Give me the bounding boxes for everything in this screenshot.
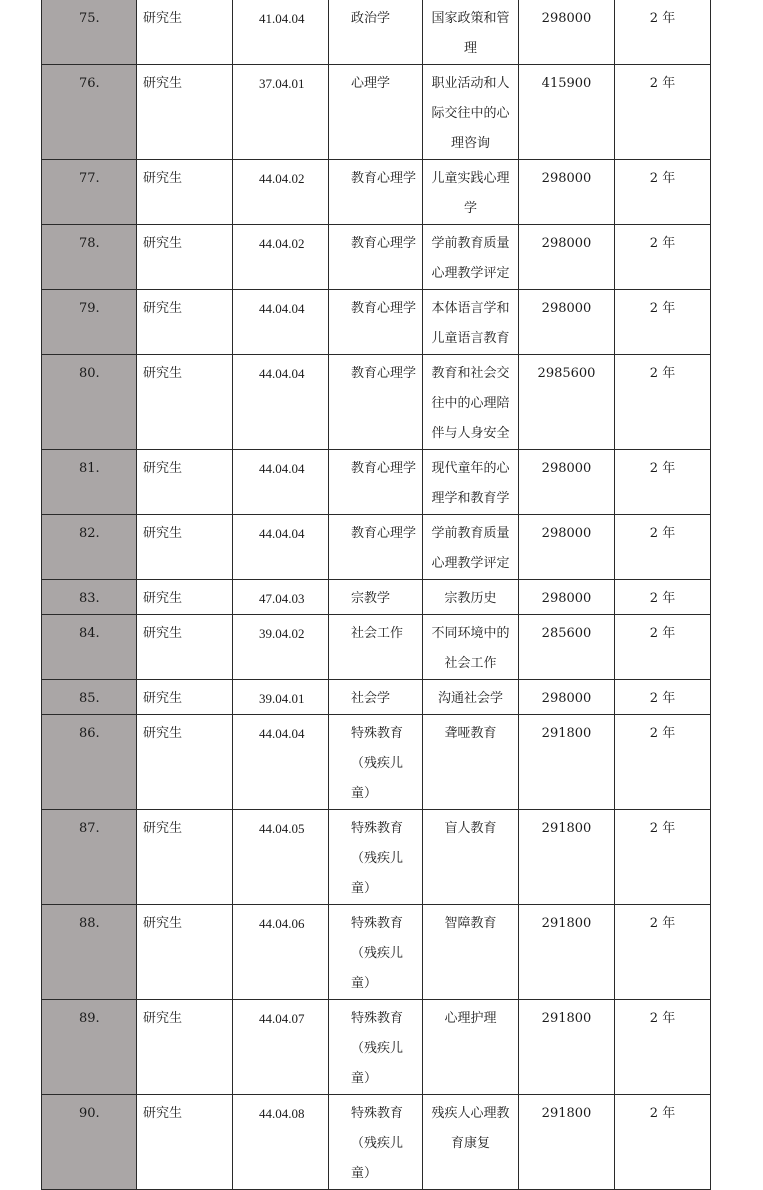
duration-text: 2 年: [649, 591, 676, 606]
code-text: 44.04.08: [259, 1106, 305, 1121]
row-number-cell: [42, 905, 137, 1000]
row-number-cell: [42, 810, 137, 905]
code-cell: [233, 450, 329, 515]
fee-cell: [519, 290, 615, 355]
duration-cell: [615, 0, 711, 65]
level-text: 研究生: [143, 171, 183, 186]
fee-cell: [519, 65, 615, 160]
code-cell: [233, 905, 329, 1000]
code-text: 44.04.02: [259, 171, 305, 186]
fee-text: 291800: [541, 1106, 592, 1121]
program-text: 本体语言学和儿童语言教育: [431, 301, 510, 346]
row-number-cell: [42, 290, 137, 355]
program-text: 国家政策和管理: [431, 11, 510, 56]
major-text: 社会学: [351, 691, 391, 706]
code-cell: [233, 715, 329, 810]
code-text: 44.04.04: [259, 461, 305, 476]
duration-text: 2 年: [649, 301, 676, 316]
level-text: 研究生: [143, 821, 183, 836]
level-text: 研究生: [143, 626, 183, 641]
program-table: [41, 0, 711, 1190]
duration-text: 2 年: [649, 726, 676, 741]
program-text: 残疾人心理教育康复: [431, 1106, 510, 1151]
duration-text: 2 年: [649, 1106, 676, 1121]
duration-cell: [615, 715, 711, 810]
major-cell: [329, 715, 423, 810]
program-cell: [423, 65, 519, 160]
fee-cell: [519, 515, 615, 580]
row-number-cell: [42, 355, 137, 450]
table-row: [42, 65, 711, 160]
major-cell: [329, 1000, 423, 1095]
row-number: 83.: [79, 591, 100, 606]
code-cell: [233, 515, 329, 580]
fee-cell: [519, 1000, 615, 1095]
level-cell: [137, 225, 233, 290]
fee-cell: [519, 715, 615, 810]
major-text: 教育心理学: [351, 236, 417, 251]
duration-cell: [615, 290, 711, 355]
program-text: 沟通社会学: [437, 691, 503, 706]
fee-cell: [519, 905, 615, 1000]
level-text: 研究生: [143, 1106, 183, 1121]
major-text: 心理学: [351, 76, 391, 91]
duration-cell: [615, 160, 711, 225]
program-cell: [423, 290, 519, 355]
major-cell: [329, 0, 423, 65]
program-cell: [423, 1000, 519, 1095]
code-text: 44.04.04: [259, 526, 305, 541]
fee-cell: [519, 580, 615, 615]
program-text: 学前教育质量心理教学评定: [431, 526, 510, 571]
level-cell: [137, 160, 233, 225]
program-cell: [423, 515, 519, 580]
table-row: [42, 715, 711, 810]
code-cell: [233, 160, 329, 225]
level-cell: [137, 680, 233, 715]
fee-text: 291800: [541, 821, 592, 836]
program-cell: [423, 615, 519, 680]
fee-cell: [519, 0, 615, 65]
fee-cell: [519, 355, 615, 450]
program-cell: [423, 160, 519, 225]
row-number: 89.: [79, 1011, 100, 1026]
code-text: 37.04.01: [259, 76, 305, 91]
table-row: [42, 0, 711, 65]
duration-text: 2 年: [649, 626, 676, 641]
code-text: 44.04.04: [259, 366, 305, 381]
code-cell: [233, 615, 329, 680]
fee-text: 415900: [541, 76, 592, 91]
major-cell: [329, 810, 423, 905]
table-row: [42, 810, 711, 905]
duration-cell: [615, 450, 711, 515]
major-cell: [329, 290, 423, 355]
fee-text: 291800: [541, 916, 592, 931]
fee-text: 291800: [541, 1011, 592, 1026]
code-cell: [233, 290, 329, 355]
row-number-cell: [42, 515, 137, 580]
major-cell: [329, 1095, 423, 1190]
code-cell: [233, 580, 329, 615]
row-number-cell: [42, 680, 137, 715]
fee-text: 298000: [541, 11, 592, 26]
program-cell: [423, 0, 519, 65]
major-text: 教育心理学: [351, 301, 417, 316]
code-cell: [233, 1000, 329, 1095]
row-number-cell: [42, 615, 137, 680]
row-number-cell: [42, 450, 137, 515]
table-row: [42, 160, 711, 225]
code-text: 39.04.02: [259, 626, 305, 641]
duration-text: 2 年: [649, 366, 676, 381]
level-cell: [137, 355, 233, 450]
level-text: 研究生: [143, 366, 183, 381]
row-number-cell: [42, 1095, 137, 1190]
fee-text: 298000: [541, 461, 592, 476]
duration-text: 2 年: [649, 1011, 676, 1026]
duration-cell: [615, 680, 711, 715]
duration-text: 2 年: [649, 236, 676, 251]
duration-text: 2 年: [649, 76, 676, 91]
level-cell: [137, 65, 233, 160]
row-number: 88.: [79, 916, 100, 931]
program-text: 职业活动和人际交往中的心理咨询: [431, 76, 510, 151]
row-number-cell: [42, 0, 137, 65]
table-row: [42, 615, 711, 680]
level-text: 研究生: [143, 726, 183, 741]
row-number: 90.: [79, 1106, 100, 1121]
level-cell: [137, 1095, 233, 1190]
table-row: [42, 515, 711, 580]
fee-cell: [519, 680, 615, 715]
level-text: 研究生: [143, 11, 183, 26]
code-cell: [233, 810, 329, 905]
code-cell: [233, 225, 329, 290]
duration-text: 2 年: [649, 11, 676, 26]
code-cell: [233, 0, 329, 65]
program-cell: [423, 810, 519, 905]
row-number: 80.: [79, 366, 100, 381]
table-row: [42, 680, 711, 715]
table-row: [42, 450, 711, 515]
duration-cell: [615, 580, 711, 615]
major-text: 教育心理学: [351, 461, 417, 476]
major-cell: [329, 580, 423, 615]
major-cell: [329, 515, 423, 580]
program-cell: [423, 715, 519, 810]
code-text: 44.04.04: [259, 301, 305, 316]
major-text: 特殊教育（残疾儿童）: [351, 1106, 404, 1181]
program-cell: [423, 680, 519, 715]
level-cell: [137, 290, 233, 355]
level-text: 研究生: [143, 691, 183, 706]
level-text: 研究生: [143, 526, 183, 541]
row-number: 82.: [79, 526, 100, 541]
table-row: [42, 355, 711, 450]
fee-text: 298000: [541, 526, 592, 541]
duration-cell: [615, 355, 711, 450]
code-text: 47.04.03: [259, 591, 305, 606]
row-number: 79.: [79, 301, 100, 316]
level-cell: [137, 615, 233, 680]
program-text: 智障教育: [444, 916, 497, 931]
row-number-cell: [42, 1000, 137, 1095]
duration-cell: [615, 1095, 711, 1190]
program-table-body: [42, 0, 711, 1190]
program-cell: [423, 1095, 519, 1190]
level-cell: [137, 450, 233, 515]
major-text: 特殊教育（残疾儿童）: [351, 1011, 404, 1086]
fee-cell: [519, 615, 615, 680]
level-cell: [137, 905, 233, 1000]
row-number: 75.: [79, 11, 100, 26]
code-cell: [233, 65, 329, 160]
program-text: 心理护理: [444, 1011, 497, 1026]
program-text: 现代童年的心理学和教育学: [431, 461, 510, 506]
major-text: 教育心理学: [351, 171, 417, 186]
level-text: 研究生: [143, 591, 183, 606]
fee-cell: [519, 450, 615, 515]
major-cell: [329, 615, 423, 680]
major-text: 社会工作: [351, 626, 404, 641]
program-cell: [423, 225, 519, 290]
duration-cell: [615, 905, 711, 1000]
major-text: 特殊教育（残疾儿童）: [351, 821, 404, 896]
row-number: 87.: [79, 821, 100, 836]
fee-cell: [519, 1095, 615, 1190]
code-text: 41.04.04: [259, 11, 305, 26]
level-cell: [137, 515, 233, 580]
row-number-cell: [42, 65, 137, 160]
table-row: [42, 1095, 711, 1190]
code-cell: [233, 680, 329, 715]
program-cell: [423, 355, 519, 450]
level-cell: [137, 0, 233, 65]
program-text: 宗教历史: [444, 591, 497, 606]
level-text: 研究生: [143, 76, 183, 91]
row-number: 78.: [79, 236, 100, 251]
major-text: 教育心理学: [351, 526, 417, 541]
fee-text: 2985600: [537, 366, 596, 381]
duration-cell: [615, 810, 711, 905]
major-cell: [329, 680, 423, 715]
duration-cell: [615, 65, 711, 160]
code-text: 44.04.04: [259, 726, 305, 741]
program-text: 盲人教育: [444, 821, 497, 836]
level-cell: [137, 715, 233, 810]
program-text: 教育和社会交往中的心理陪伴与人身安全: [431, 366, 510, 441]
level-text: 研究生: [143, 301, 183, 316]
fee-text: 298000: [541, 591, 592, 606]
duration-cell: [615, 515, 711, 580]
fee-cell: [519, 810, 615, 905]
level-text: 研究生: [143, 461, 183, 476]
duration-text: 2 年: [649, 526, 676, 541]
table-row: [42, 290, 711, 355]
duration-text: 2 年: [649, 916, 676, 931]
row-number-cell: [42, 225, 137, 290]
row-number: 84.: [79, 626, 100, 641]
program-cell: [423, 450, 519, 515]
major-text: 教育心理学: [351, 366, 417, 381]
level-text: 研究生: [143, 916, 183, 931]
fee-text: 298000: [541, 691, 592, 706]
program-text: 学前教育质量心理教学评定: [431, 236, 510, 281]
row-number-cell: [42, 160, 137, 225]
major-text: 特殊教育（残疾儿童）: [351, 916, 404, 991]
duration-cell: [615, 1000, 711, 1095]
major-text: 政治学: [351, 11, 391, 26]
duration-cell: [615, 615, 711, 680]
fee-cell: [519, 160, 615, 225]
fee-text: 285600: [541, 626, 592, 641]
major-text: 宗教学: [351, 591, 391, 606]
code-text: 44.04.06: [259, 916, 305, 931]
row-number: 85.: [79, 691, 100, 706]
level-cell: [137, 580, 233, 615]
code-text: 39.04.01: [259, 691, 305, 706]
code-text: 44.04.07: [259, 1011, 305, 1026]
code-text: 44.04.05: [259, 821, 305, 836]
row-number: 81.: [79, 461, 100, 476]
duration-text: 2 年: [649, 821, 676, 836]
major-cell: [329, 355, 423, 450]
code-cell: [233, 1095, 329, 1190]
major-text: 特殊教育（残疾儿童）: [351, 726, 404, 801]
program-text: 儿童实践心理学: [431, 171, 510, 216]
row-number: 77.: [79, 171, 100, 186]
program-cell: [423, 580, 519, 615]
level-text: 研究生: [143, 236, 183, 251]
level-cell: [137, 1000, 233, 1095]
fee-text: 298000: [541, 171, 592, 186]
table-row: [42, 580, 711, 615]
row-number: 86.: [79, 726, 100, 741]
code-cell: [233, 355, 329, 450]
major-cell: [329, 225, 423, 290]
fee-text: 291800: [541, 726, 592, 741]
code-text: 44.04.02: [259, 236, 305, 251]
level-cell: [137, 810, 233, 905]
fee-cell: [519, 225, 615, 290]
row-number-cell: [42, 715, 137, 810]
duration-text: 2 年: [649, 691, 676, 706]
table-row: [42, 905, 711, 1000]
row-number-cell: [42, 580, 137, 615]
major-cell: [329, 450, 423, 515]
program-text: 不同环境中的社会工作: [431, 626, 510, 671]
table-row: [42, 225, 711, 290]
fee-text: 298000: [541, 301, 592, 316]
major-cell: [329, 905, 423, 1000]
fee-text: 298000: [541, 236, 592, 251]
row-number: 76.: [79, 76, 100, 91]
table-row: [42, 1000, 711, 1095]
program-cell: [423, 905, 519, 1000]
duration-text: 2 年: [649, 461, 676, 476]
major-cell: [329, 65, 423, 160]
duration-text: 2 年: [649, 171, 676, 186]
duration-cell: [615, 225, 711, 290]
major-cell: [329, 160, 423, 225]
level-text: 研究生: [143, 1011, 183, 1026]
program-text: 聋哑教育: [444, 726, 497, 741]
